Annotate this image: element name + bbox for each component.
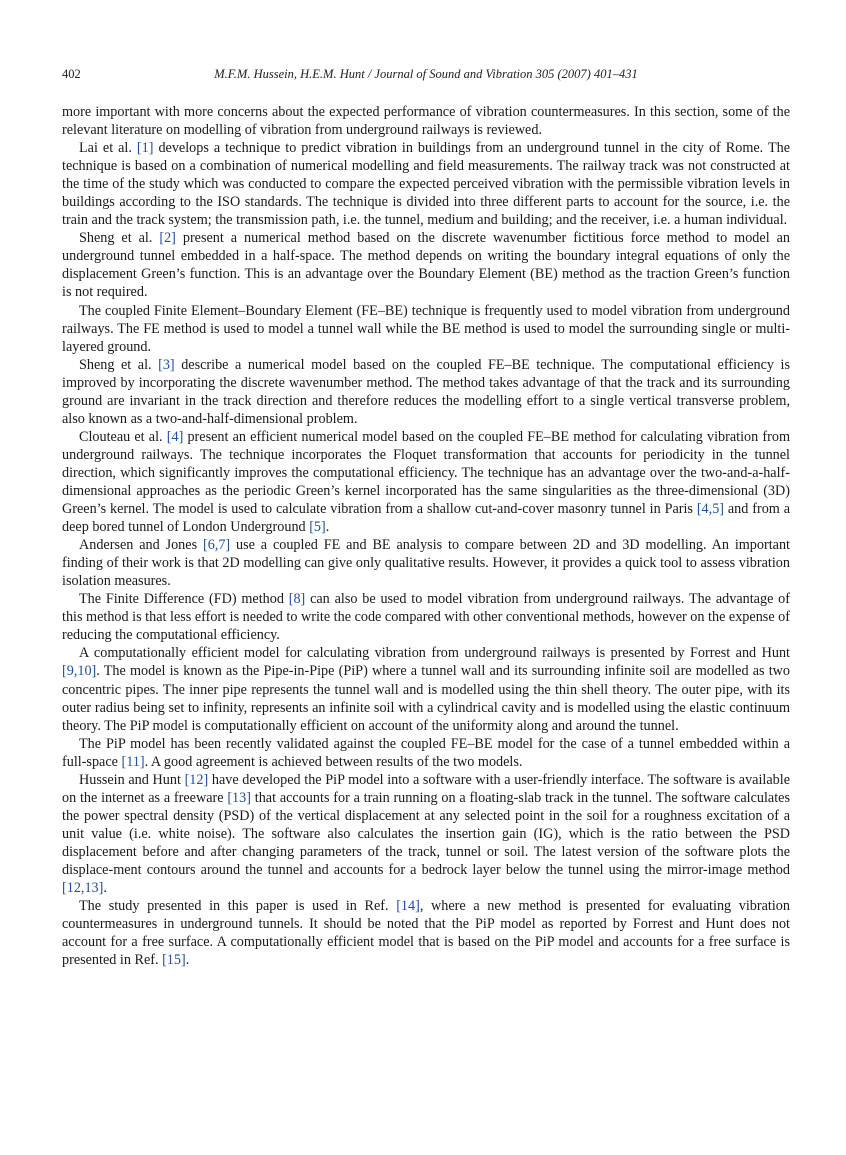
paragraph-text: that accounts for a train running on a floating-slab track in the tunnel. The software calculates the power spectral density (PSD) of the vertical displacement at any selected point in the soil for a roughness excitation of a unit value (i.e. white noise). The software also calculates the insertion gain (IG), which is the ratio between the PSD displacement before and after changing parameters of the track, tunnel or soil. The latest version of the software plots the displace-ment contours around the tunnel and accounts for a bedrock layer below the tunnel using the mirror-image method: [62, 789, 790, 878]
citation-link[interactable]: [1]: [136, 140, 154, 157]
paragraph: [62, 139, 790, 229]
page-number: 402: [62, 67, 81, 81]
paragraph: [62, 536, 790, 590]
citation-link[interactable]: [2]: [159, 230, 176, 247]
paragraph-text: have developed the PiP model into a software with a user-friendly interface. The software is available on the internet as a freeware: [62, 771, 790, 806]
paragraph: [62, 302, 790, 356]
paragraph-text: present a numerical method based on the discrete wavenumber fictitious force method to model an underground tunnel embedded in a half-space. The method depends on writing the boundary integral equations of only the displacement Green’s function. This is an advantage over the Boundary Element (BE) method as the traction Green’s function is not required.: [62, 230, 790, 301]
running-title: M.F.M. Hussein, H.E.M. Hunt / Journal of Sound and Vibration 305 (2007) 401–431: [214, 67, 638, 81]
paragraph-text: Sheng et al.: [79, 230, 160, 247]
citation-link[interactable]: [12]: [184, 771, 209, 788]
citation-link[interactable]: [14]: [396, 898, 420, 915]
paragraph-text: .: [325, 519, 330, 536]
citation-link[interactable]: [12,13]: [62, 880, 104, 897]
citation-link[interactable]: [4]: [166, 428, 184, 445]
paragraph-text: .: [103, 880, 107, 897]
paragraph-text: , where a new method is presented for evaluating vibration countermeasures in underground tunnels. It should be noted that the PiP model as reported by Forrest and Hunt does not account for a free surface. A computationally efficient model that is based on the PiP model and accounts for a free surface is presented in Ref.: [62, 898, 790, 969]
paragraph: [62, 428, 790, 536]
paragraph-text: The coupled Finite Element–Boundary Element (FE–BE) technique is frequently used to model vibration from underground railways. The FE method is used to model a tunnel wall while the BE method is used to model the surrounding single or multi-layered ground.: [62, 302, 790, 355]
paragraph-text: A computationally efficient model for calculating vibration from underground railways is presented by Forrest and Hunt: [79, 645, 790, 662]
paragraph: [62, 771, 790, 897]
citation-link[interactable]: [8]: [288, 591, 306, 608]
paragraph-text: more important with more concerns about the expected performance of vibration countermeasures. In this section, some of the relevant literature on modelling of vibration from underground railways is reviewed.: [62, 104, 790, 139]
paragraph-text: Lai et al.: [79, 140, 137, 157]
paragraph: [62, 735, 790, 771]
citation-link[interactable]: [5]: [309, 519, 326, 536]
paragraph-text: Andersen and Jones: [79, 537, 203, 554]
paragraph-text: The PiP model has been recently validated against the coupled FE–BE model for the case of a tunnel embedded within a full-space: [62, 735, 790, 770]
article-body: [62, 103, 790, 969]
page-header: [62, 67, 790, 87]
citation-link[interactable]: [15]: [162, 952, 186, 969]
citation-link[interactable]: [4,5]: [696, 501, 725, 518]
paragraph-text: .: [185, 952, 190, 969]
paragraph-text: The study presented in this paper is used in Ref.: [79, 898, 397, 915]
citation-link[interactable]: [11]: [121, 753, 145, 770]
paragraph-text: describe a numerical model based on the coupled FE–BE technique. The computational efficiency is improved by incorporating the discrete wavenumber method. The method takes advantage of that the track and its surrounding ground are invariant in the track direction and therefore reduces the modelling effort to a single vertical transverse problem, also known as a two-and-half-dimensional problem.: [62, 356, 790, 427]
paragraph-text: The Finite Difference (FD) method: [79, 591, 289, 608]
paragraph-text: . The model is known as the Pipe-in-Pipe (PiP) where a tunnel wall and its surrounding infinite soil are modelled as two concentric pipes. The inner pipe represents the tunnel wall and is modelled using the thin shell theory. The outer pipe, with its outer radius being set to infinity, represents an infinite soil with a cylindrical cavity and is modelled using the elastic continuum theory. The PiP model is computationally efficient on account of the uniformity along and around the tunnel.: [62, 663, 790, 734]
citation-link[interactable]: [3]: [158, 356, 175, 373]
paragraph: [62, 644, 790, 734]
citation-link[interactable]: [13]: [227, 789, 251, 806]
paragraph-text: Hussein and Hunt: [79, 771, 185, 788]
paragraph-text: can also be used to model vibration from underground railways. The advantage of this method is that less effort is needed to write the code compared with other conventional methods, however on the expense of reducing the computational efficiency.: [62, 591, 790, 644]
paragraph: [62, 356, 790, 428]
paragraph-text: Sheng et al.: [79, 356, 159, 373]
paragraph: [62, 590, 790, 644]
paragraph-text: develops a technique to predict vibration in buildings from an underground tunnel in the city of Rome. The technique is based on a combination of numerical modelling and field measurements. The railway track was not constructed at the time of the study which was conducted to compare the expected perceived vibration with the permissible vibration levels in buildings according to the ISO standards. The technique is divided into three different parts to account for the source, i.e. the train and the track system; the transmission path, i.e. the tunnel, medium and building; and the receiver, i.e. a human individual.: [62, 140, 790, 229]
paragraph-text: . A good agreement is achieved between results of the two models.: [144, 753, 523, 770]
paragraph-text: and from a deep bored tunnel of London Underground: [62, 501, 790, 536]
paragraph: [62, 229, 790, 301]
paragraph-text: use a coupled FE and BE analysis to compare between 2D and 3D modelling. An important finding of their work is that 2D modelling can give only qualitative results. However, it provides a quick tool to assess vibration isolation measures.: [62, 537, 790, 590]
citation-link[interactable]: [6,7]: [202, 537, 231, 554]
paragraph: [62, 897, 790, 969]
citation-link[interactable]: [9,10]: [62, 663, 97, 680]
paragraph-text: present an efficient numerical model based on the coupled FE–BE method for calculating vibration from underground railways. The technique incorporates the Floquet transformation that accounts for periodicity in the tunnel direction, which significantly improves the computational efficiency. The technique has an advantage over the two-and-a-half-dimensional approaches as the periodic Green’s kernel incorporated has the same singularities as the three-dimensional (3D) Green’s kernel. The model is used to calculate vibration from a shallow cut-and-cover masonry tunnel in Paris: [62, 428, 790, 518]
paragraph-text: Clouteau et al.: [79, 428, 167, 445]
paragraph: [62, 103, 790, 139]
